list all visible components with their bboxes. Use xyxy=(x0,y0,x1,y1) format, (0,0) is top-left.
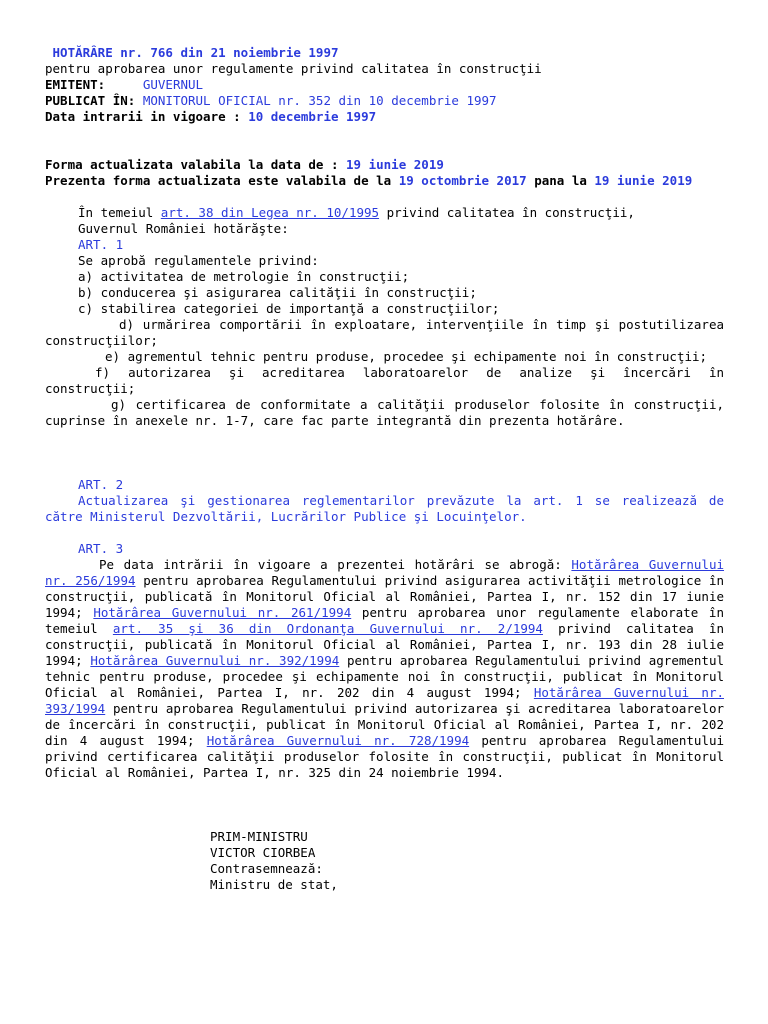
publicat-label: PUBLICAT ÎN: xyxy=(45,93,136,108)
article-3 xyxy=(45,541,724,781)
signature-role: PRIM-MINISTRU xyxy=(210,829,308,844)
publicat-value: MONITORUL OFICIAL nr. 352 din 10 decembrie 1997 xyxy=(142,93,497,108)
signature-name: VICTOR CIORBEA xyxy=(210,845,316,860)
art2-text: Actualizarea şi gestionarea reglementarilor prevăzute la art. 1 se realizează de către Ministerul Dezvoltării, Lucrărilor Publice şi Locuinţelor. xyxy=(45,493,724,524)
art1-item-a: a) activitatea de metrologie în construcţii; xyxy=(78,269,410,284)
hg-728-link[interactable]: Hotărârea Guvernului nr. 728/1994 xyxy=(206,733,470,748)
signature-counter: Contrasemnează: xyxy=(210,861,323,876)
art1-item-g: g) certificarea de conformitate a calităţii produselor folosite în construcţii, cuprinse în anexele nr. 1-7, care fac parte integrantă din prezenta hotărâre. xyxy=(45,397,724,428)
emitent-value: GUVERNUL xyxy=(142,77,204,92)
document-subtitle: pentru aprobarea unor regulamente privind calitatea în construcţii xyxy=(45,61,542,76)
emitent-label: EMITENT: xyxy=(45,77,106,92)
art1-item-f: f) autorizarea şi acreditarea laboratoarelor de analize şi încercări în construcţii; xyxy=(45,365,724,396)
valid-label: Prezenta forma actualizata este valabila de la xyxy=(45,173,392,188)
valid-pana: pana la xyxy=(534,173,587,188)
art1-item-c: c) stabilirea categoriei de importanţă a construcţiilor; xyxy=(78,301,500,316)
art1-item-d: d) urmărirea comportării în exploatare, intervenţiile în timp şi postutilizarea construcţiilor; xyxy=(45,317,724,348)
art1-heading[interactable]: ART. 1 xyxy=(78,237,124,252)
header-block xyxy=(45,45,724,125)
art2-heading[interactable]: ART. 2 xyxy=(78,477,124,492)
law-link[interactable]: art. 38 din Legea nr. 10/1995 xyxy=(160,205,380,220)
article-2 xyxy=(45,477,724,525)
preamble-line-2: Guvernul României hotărăşte: xyxy=(78,221,289,236)
version-label: Forma actualizata valabila la data de : xyxy=(45,157,339,172)
art3-heading[interactable]: ART. 3 xyxy=(78,541,124,556)
art1-item-b: b) conducerea şi asigurarea calităţii în construcţii; xyxy=(78,285,477,300)
vigoare-value: 10 decembrie 1997 xyxy=(248,109,377,124)
hg-256-link[interactable]: Hotărârea Guvernului nr. 256/1994 xyxy=(45,557,725,588)
hg-392-link[interactable]: Hotărârea Guvernului nr. 392/1994 xyxy=(90,653,340,668)
art1-item-e: e) agrementul tehnic pentru produse, procedee şi echipamente noi în construcţii; xyxy=(105,349,708,364)
preamble-text-2: privind calitatea în construcţii, xyxy=(386,205,635,220)
preamble-text: În temeiul xyxy=(78,205,154,220)
vigoare-label: Data intrarii in vigoare : xyxy=(45,109,241,124)
signature-minister: Ministru de stat, xyxy=(210,877,338,892)
art1-intro: Se aprobă regulamentele privind: xyxy=(78,253,319,268)
signature-block xyxy=(45,829,724,893)
article-1 xyxy=(45,237,724,429)
document-title: HOTĂRÂRE nr. 766 din 21 noiembrie 1997 xyxy=(52,45,339,60)
preamble xyxy=(45,205,724,237)
version-block xyxy=(45,157,724,189)
version-date: 19 iunie 2019 xyxy=(346,157,444,172)
art3-text: Pe data intrării în vigoare a prezentei hotărâri se abrogă: Hotărârea Guvernului nr. 256/1994 pentru aprobarea Regulamentului privind asigurarea activităţii metrologice în construcţii, publicată în Monitorul Oficial al României, Partea I, nr. 152 din 17 iunie 1994; Hotărârea Guvernului nr. 261/1994 pentru aprobarea unor regulamente elaborate în temeiul art. 35 şi 36 din Ordonanţa Guvernului nr. 2/1994 privind calitatea în construcţii, publicată în Monitorul Oficial al României, Partea I, nr. 193 din 28 iulie 1994; Hotărârea Guvernului nr. 392/1994 pentru aprobarea Regulamentului privind agrementul tehnic pentru produse, procedee şi echipamente noi în construcţii, publicat în Monitorul Oficial al României, Partea I, nr. 202 din 4 august 1994; Hotărârea Guvernului nr. 393/1994 pentru aprobarea Regulamentului privind autorizarea şi acreditarea laboratoarelor de încercări în construcţii, publicat în Monitorul Oficial al României, Partea I, nr. 202 din 4 august 1994; Hotărârea Guvernului nr. 728/1994 pentru aprobarea Regulamentului privind certificarea calităţii produselor folosite în construcţii, publicat în Monitorul Oficial al României, Partea I, nr. 325 din 24 noiembrie 1994. xyxy=(45,557,725,780)
hg-393-link[interactable]: Hotărârea Guvernului nr. 393/1994 xyxy=(45,685,724,716)
hg-261-link[interactable]: Hotărârea Guvernului nr. 261/1994 xyxy=(93,605,352,620)
valid-to: 19 iunie 2019 xyxy=(594,173,693,188)
valid-from: 19 octombrie 2017 xyxy=(398,173,527,188)
og-2-link[interactable]: art. 35 şi 36 din Ordonanţa Guvernului nr. 2/1994 xyxy=(112,621,543,636)
